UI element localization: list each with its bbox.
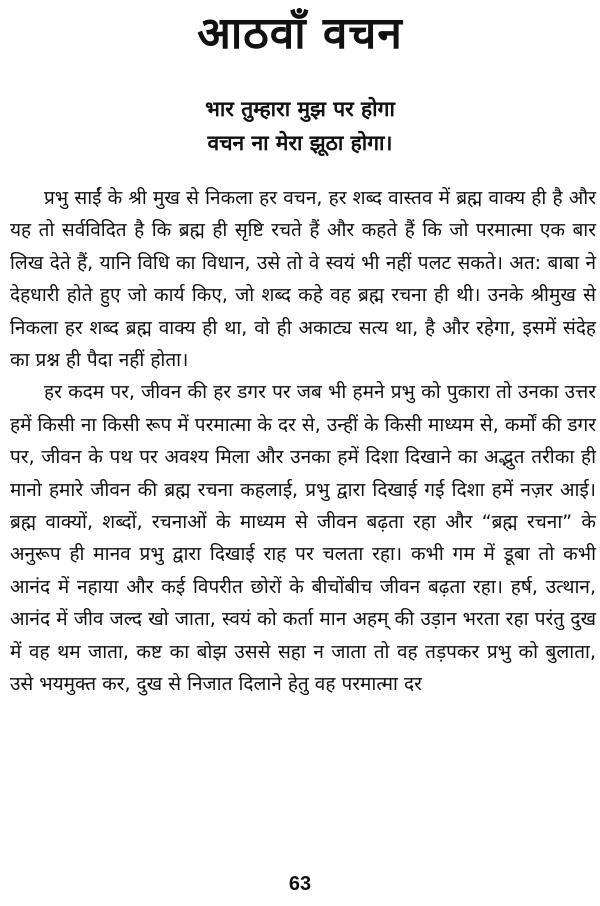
paragraph-2: हर कदम पर, जीवन की हर डगर पर जब भी हमने प्रभु को पुकारा तो उनका उत्तर हमें किसी ना किसी रूप में परमात्मा के दर से, उन्हीं के किसी माध्यम से, कर्मों की डगर पर, जीवन के पथ पर अवश्य मिला और उनका हमें दिशा दिखाने का अद्भुत तरीका ही मानो हमारे जीवन की ब्रह्म रचना कहलाई, प्रभु द्वारा दिखाई गई दिशा हमें नज़र आई। ब्रह्म वाक्यों, शब्दों, रचनाओं के माध्यम से जीवन बढ़ता रहा और “ब्रह्म रचना” के अनुरूप ही मानव प्रभु द्वारा दिखाई राह पर चलता रहा। कभी गम में डूबा तो कभी आनंद में नहाया और कई विपरीत छोरों के बीचोंबीच जीवन बढ़ता रहा। हर्ष, उत्थान, आनंद में जीव जल्द खो जाता, स्वयं को कर्ता मान अहम् की उड़ान भरता रहा परंतु दुख में वह थम जाता, कष्ट का बोझ उससे सहा न जाता तो वह तड़पकर प्रभु को बुलाता, उसे भयमुक्त कर, दुख से निजात दिलाने हेतु वह परमात्मा दर [10,381,596,696]
chapter-title: आठवाँ वचन [197,8,403,59]
couplet-line-2: वचन ना मेरा झूठा होगा। [207,131,393,155]
couplet-line-1: भार तुम्हारा मुझ पर होगा [205,97,395,121]
couplet [0,92,600,160]
paragraph-1: प्रभु साईं के श्री मुख से निकला हर वचन, हर शब्द वास्तव में ब्रह्म वाक्य ही है और यह तो सर्वविदित है कि ब्रह्म ही सृष्टि रचते हैं और कहते हैं कि जो परमात्मा एक बार लिख देते हैं, यानि विधि का विधान, उसे तो वे स्वयं भी नहीं पलट सकते। अत: बाबा ने देहधारी होते हुए जो कार्य किए, जो शब्द कहे वह ब्रह्म रचना ही थी। उनके श्रीमुख से निकला हर शब्द ब्रह्म वाक्य ही था, वो ही अकाट्य सत्य था, है और रहेगा, इसमें संदेह का प्रश्न ही पैदा नहीं होता। [10,187,596,372]
page-number: 63 [288,873,312,895]
body-text [10,182,596,701]
